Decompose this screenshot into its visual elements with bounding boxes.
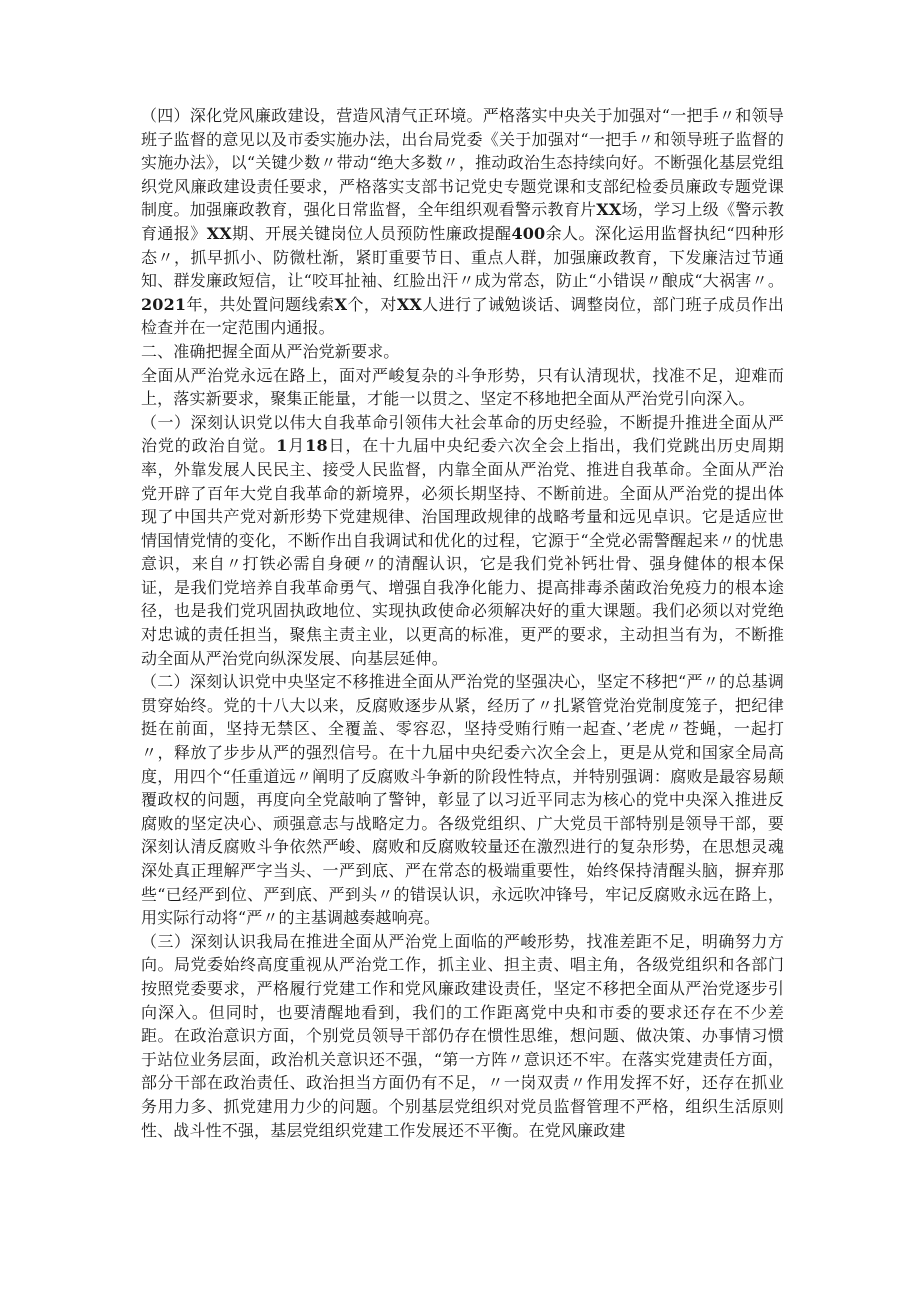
- bold-number: XX: [206, 223, 232, 243]
- bold-number: XX: [596, 200, 622, 220]
- paragraph-intro: 全面从严治党永远在路上，面对严峻复杂的斗争形势，只有认清现状，找准不足，迎难而上，落实新要求，聚集正能量，才能一以贯之、坚定不移地把全面从严治党引向深入。: [141, 365, 784, 409]
- section-heading: 二、准确把握全面从严治党新要求。: [141, 341, 400, 361]
- text-run: 日，在十九届中央纪委六次全会上指出，我们党跳出历史周期率，外靠发展人民民主、接受人民监督，内靠全面从严治党、推进自我革命。全面从严治党开辟了百年大党自我革命的新境界，必须长期坚持、不断前进。全面从严治党的提出体现了中国共产党对新形势下党建规律、治国理政规律的战略考量和远见卓识。它是适应世情国情党情的变化，不断作出自我调试和优化的过程，它源于“全党必需警醒起来〃的忧患意识，来自〃打铁必需自身硬〃的清醒认识，它是我们党补钙壮骨、强身健体的根本保证，是我们党培养自我革命勇气、增强自我净化能力、提高排毒杀菌政治免疫力的根本途径，也是我们党巩固执政地位、实现执政使命必须解决好的重大课题。我们必须以对党绝对忠诚的责任担当，聚焦主责主业，以更高的标准，更严的要求，主动担当有为，不断推动全面从严治党向纵深发展、向基层延伸。: [141, 436, 785, 668]
- paragraph-self-revolution: [141, 411, 784, 671]
- text-run: 人进行了诫勉谈话、调整岗位，部门班子成员作出检查并在一定范围内通报。: [141, 294, 785, 338]
- text-run: 场，学习上级《警示教育通报》: [141, 200, 784, 243]
- text-run: 期、开展关键岗位人员预防性廉政提醒: [231, 223, 512, 243]
- text-run: （四）深化党风廉政建设，营造风清气正环境。严格落实中央关于加强对“一把手〃和领导班子监督的意见以及市委实施办法，出台局党委《关于加强对“一把手〃和领导班子监督的实施办法》，以“关键少数〃带动“绝大多数〃，推动政治生态持续向好。不断强化基层党组织党风廉政建设责任要求，严格落实支部书记党史专题党课和支部纪检委员廉政专题党课制度。加强廉政教育，强化日常监督，全年组织观看警示教育片: [141, 106, 784, 220]
- bold-number: 18: [305, 436, 328, 456]
- paragraph-severe-situation: （三）深刻认识我局在推进全面从严治党上面临的严峻形势，找准差距不足，明确努力方向。局党委始终高度重视从严治党工作，抓主业、担主责、唱主角，各级党组织和各部门按照党委要求，严格履行党建工作和党风廉政建设责任，坚定不移把全面从严治党逐步引向深入。但同时，也要清醒地看到，我们的工作距离党中央和市委的要求还存在不少差距。在政治意识方面，个别党员领导干部仍存在惯性思维，想问题、做决策、办事情习惯于站位业务层面，政治机关意识还不强，“第一方阵〃意识还不牢。在落实党建责任方面，部分干部在政治责任、政治担当方面仍有不足，〃一岗双责〃作用发挥不好，还存在抓业务用力多、抓党建用力少的问题。个别基层党组织对党员监督管理不严格，组织生活原则性、战斗性不强，基层党组织党建工作发展还不平衡。在党风廉政建: [141, 931, 784, 1140]
- bold-number: 1: [276, 436, 288, 456]
- text-run: 年，共处置问题线索: [186, 294, 335, 314]
- bold-number: X: [334, 294, 348, 314]
- text-run: （一）深刻认识党以伟大自我革命引领伟大社会革命的历史经验，不断提升推进全面从严治党的政治自觉。: [141, 412, 784, 456]
- bold-number: 2021: [141, 294, 187, 314]
- text-run: 个，对: [347, 294, 397, 314]
- bold-number: XX: [396, 294, 422, 314]
- bold-number: 400: [511, 223, 546, 243]
- paragraph-strict-tone: （二）深刻认识党中央坚定不移推进全面从严治党的坚强决心，坚定不移把“严〃的总基调贯穿始终。党的十八大以来，反腐败逐步从紧，经历了〃扎紧管党治党制度笼子，把纪律挺在前面，坚持无禁区、全覆盖、零容忍，坚持受贿行贿一起查、’老虎〃苍蝇，一起打〃，释放了步步从严的强烈信号。在十九届中央纪委六次全会上，更是从党和国家全局高度，用四个“任重道远〃阐明了反腐败斗争新的阶段性特点，并特别强调：腐败是最容易颠覆政权的问题，再度向全党敲响了警钟，彰显了以习近平同志为核心的党中央深入推进反腐败的坚定决心、顽强意志与战略定力。各级党组织、广大党员干部特别是领导干部，要深刻认清反腐败斗争依然严峻、腐败和反腐败较量还在激烈进行的复杂形势，在思想灵魂深处真正理解严字当头、一严到底、严在常态的极端重要性，始终保持清醒头脑，摒弃那些“已经严到位、严到底、严到头〃的错误认识，永远吹冲锋号，牢记反腐败永远在路上，用实际行动将“严〃的主基调越奏越响亮。: [141, 672, 784, 928]
- text-run: 余人。深化运用监督执纪“四种形态〃，抓早抓小、防微杜渐，紧盯重要节日、重点人群，加强廉政教育，下发廉洁过节通知、群发廉政短信，让“咬耳扯袖、红脸出汗〃成为常态，防止“小错误〃酿成“大祸害〃。: [141, 223, 784, 291]
- text-run: 月: [287, 436, 306, 456]
- paragraph-party-conduct: [141, 104, 784, 340]
